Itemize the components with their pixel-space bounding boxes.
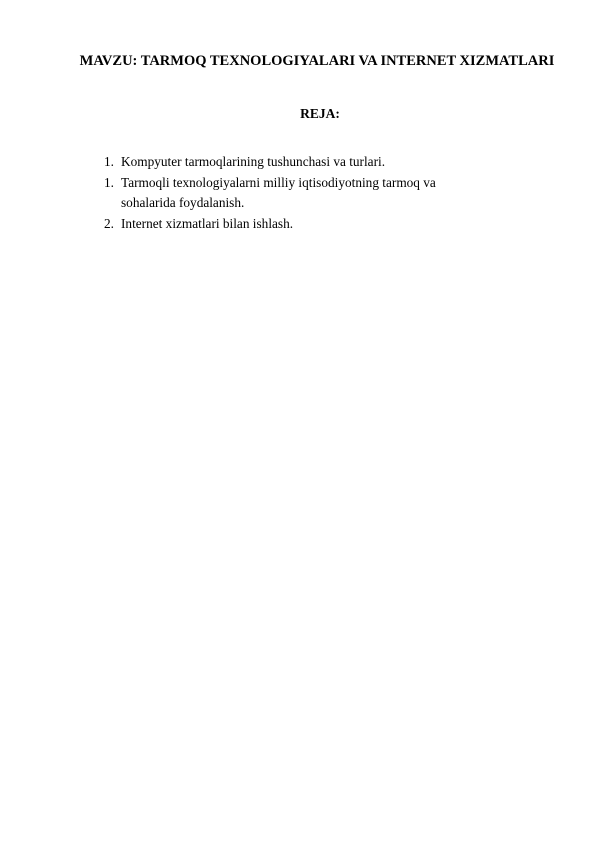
plan-item-line: Tarmoqli texnologiyalarni milliy iqtisodiyotning tarmoq va xyxy=(121,174,436,190)
plan-item-number: 1. xyxy=(104,154,114,169)
plan-item-line: Kompyuter tarmoqlarining tushunchasi va turlari. xyxy=(121,154,386,169)
plan-item xyxy=(104,152,544,173)
plan-item-text xyxy=(121,152,544,173)
document-title: MAVZU: TARMOQ TEXNOLOGIYALARI VA INTERNET XIZMATLARI xyxy=(79,53,555,69)
plan-item-line: sohalarida foydalanish. xyxy=(121,195,245,210)
plan-item-text xyxy=(121,214,544,235)
plan-heading: REJA: xyxy=(300,106,340,121)
plan-item-line: Internet xizmatlari bilan ishlash. xyxy=(121,215,294,231)
plan-item xyxy=(104,214,544,235)
plan-list xyxy=(104,152,544,234)
plan-item-text xyxy=(121,173,544,214)
plan-item-number: 2. xyxy=(104,215,114,231)
plan-item xyxy=(104,173,544,214)
plan-item-number: 1. xyxy=(104,174,114,190)
